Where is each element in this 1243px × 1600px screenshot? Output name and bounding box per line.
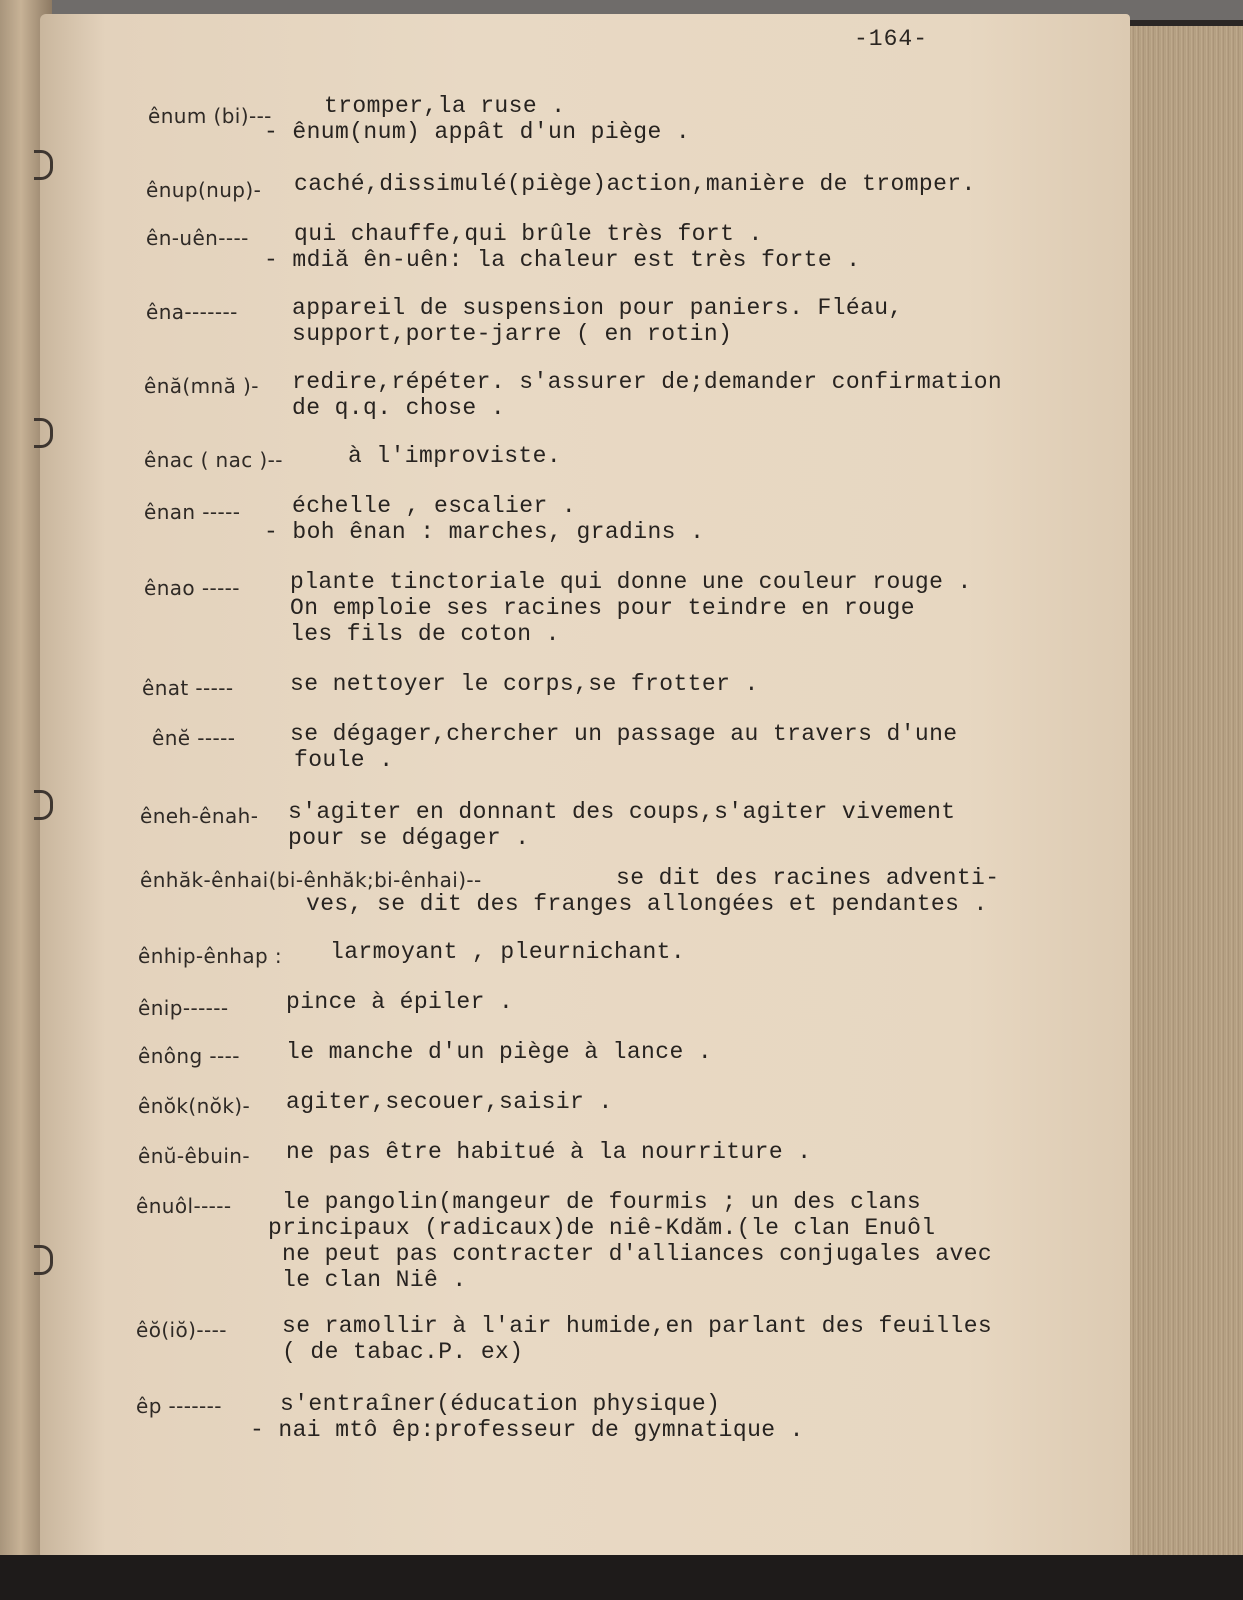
entry-text: agiter,secouer,saisir .: [286, 1089, 613, 1115]
entry-head: ên-uên----: [146, 226, 249, 250]
entry-text: On emploie ses racines pour teindre en rouge: [290, 595, 915, 621]
entry-head: êŏ(iŏ)----: [136, 1318, 227, 1342]
entry-head: êneh-ênah-: [140, 804, 259, 828]
entry-text: support,porte-jarre ( en rotin): [292, 321, 733, 347]
background-bottom: [0, 1555, 1243, 1600]
entry-head: ênŭ-êbuin-: [138, 1144, 250, 1168]
entry-text: principaux (radicaux)de niê-Kdăm.(le clan Enuôl: [268, 1215, 936, 1241]
entry-text: - mdiă ên-uên: la chaleur est très forte .: [264, 247, 861, 273]
entry-head: ênhip-ênhap :: [138, 944, 283, 968]
entry-text: plante tinctoriale qui donne une couleur rouge .: [290, 569, 972, 595]
entry-text: ne pas être habitué à la nourriture .: [286, 1139, 812, 1165]
entry-head: ênac ( nac )--: [144, 448, 283, 472]
entry-text: pince à épiler .: [286, 989, 514, 1015]
entry-text: le manche d'un piège à lance .: [286, 1039, 713, 1065]
entry-head: ênông ----: [138, 1044, 240, 1068]
entry-text: redire,répéter. s'assurer de;demander confirmation: [292, 369, 1003, 395]
entry-text: pour se dégager .: [288, 825, 530, 851]
binding-ring: [34, 418, 53, 448]
entry-head: ênuôl-----: [136, 1194, 232, 1218]
entry-text: ( de tabac.P. ex): [282, 1339, 524, 1365]
entry-text: appareil de suspension pour paniers. Fléau,: [292, 295, 903, 321]
entry-head: êna-------: [146, 300, 238, 324]
entry-text: ne peut pas contracter d'alliances conjugales avec: [282, 1241, 993, 1267]
entry-head: ênŏk(nŏk)-: [138, 1094, 251, 1118]
entry-text: caché,dissimulé(piège)action,manière de tromper.: [294, 171, 976, 197]
entry-text: - boh ênan : marches, gradins .: [264, 519, 705, 545]
entry-head: ênup(nup)-: [146, 178, 262, 202]
entry-text: le pangolin(mangeur de fourmis ; un des clans: [282, 1189, 922, 1215]
entry-head: ênum (bi)---: [148, 104, 272, 128]
entry-text: de q.q. chose .: [292, 395, 506, 421]
entry-text: foule .: [294, 747, 394, 773]
entry-text: se dit des racines adventi-: [616, 865, 1000, 891]
binding-ring: [34, 790, 53, 820]
entry-text: le clan Niê .: [282, 1267, 467, 1293]
entry-head: ênan -----: [144, 500, 241, 524]
entry-head: ênhăk-ênhai(bi-ênhăk;bi-ênhai)--: [140, 868, 482, 892]
binding-ring: [34, 1245, 53, 1275]
entry-text: larmoyant , pleurnichant.: [330, 939, 686, 965]
entry-head: ênĕ -----: [152, 726, 236, 750]
entry-text: qui chauffe,qui brûle très fort .: [294, 221, 763, 247]
entry-head: ênip------: [138, 996, 229, 1020]
entry-text: se nettoyer le corps,se frotter .: [290, 671, 759, 697]
entry-text: à l'improviste.: [348, 443, 562, 469]
entry-text: les fils de coton .: [290, 621, 560, 647]
entry-head: ênă(mnă )-: [144, 374, 259, 398]
entry-text: - nai mtô êp:professeur de gymnatique .: [250, 1417, 804, 1443]
entry-text: se dégager,chercher un passage au travers d'une: [290, 721, 958, 747]
binding-ring: [34, 150, 53, 180]
page-stack-edge: [1120, 26, 1243, 1556]
entry-head: ênat -----: [142, 676, 234, 700]
entry-text: échelle , escalier .: [292, 493, 577, 519]
entry-text: s'entraîner(éducation physique): [280, 1391, 721, 1417]
entry-text: tromper,la ruse .: [324, 93, 566, 119]
entry-text: se ramollir à l'air humide,en parlant des feuilles: [282, 1313, 993, 1339]
entry-head: êp -------: [136, 1394, 222, 1418]
page-number: -164-: [854, 26, 929, 52]
entry-text: - ênum(num) appât d'un piège .: [264, 119, 691, 145]
entry-head: ênao -----: [144, 576, 240, 600]
entry-text: ves, se dit des franges allongées et pendantes .: [306, 891, 988, 917]
entry-text: s'agiter en donnant des coups,s'agiter vivement: [288, 799, 956, 825]
